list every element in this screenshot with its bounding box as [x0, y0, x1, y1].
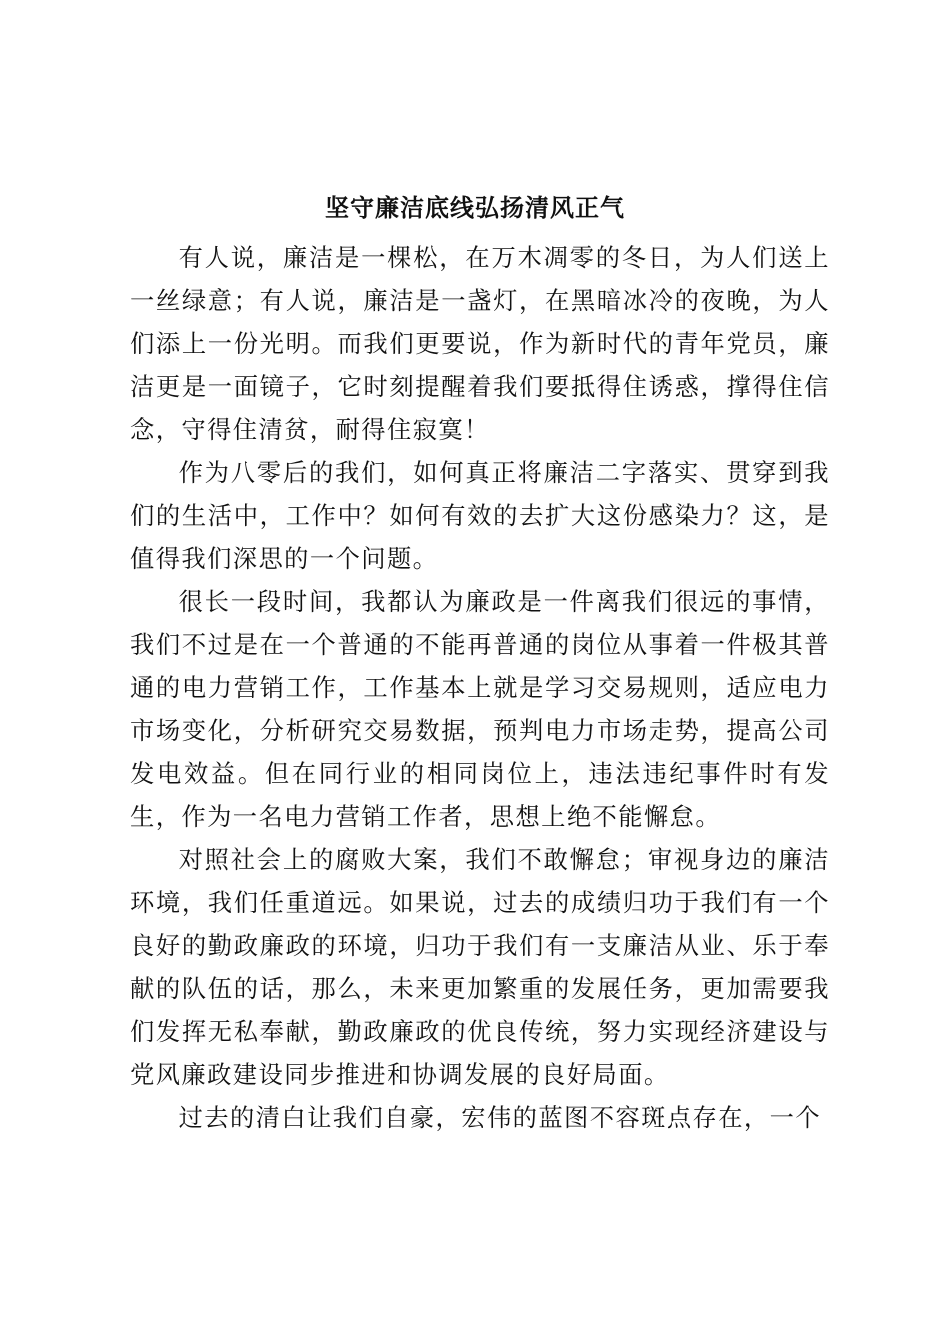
paragraph-1: 有人说，廉洁是一棵松，在万木凋零的冬日，为人们送上一丝绿意；有人说，廉洁是一盏灯，在黑暗冰冷的夜晚，为人们添上一份光明。而我们更要说，作为新时代的青年党员，廉洁更是一面镜子，它时刻提醒着我们要抵得住诱惑，撑得住信念，守得住清贫，耐得住寂寞！ — [130, 243, 830, 444]
document-body — [130, 236, 830, 1139]
paragraph-5: 过去的清白让我们自豪，宏伟的蓝图不容斑点存在，一个 — [178, 1103, 822, 1132]
paragraph-3: 很长一段时间，我都认为廉政是一件离我们很远的事情，我们不过是在一个普通的不能再普通的岗位从事着一件极其普通的电力营销工作，工作基本上就是学习交易规则，适应电力市场变化，分析研究交易数据，预判电力市场走势，提高公司发电效益。但在同行业的相同岗位上，违法违纪事件时有发生，作为一名电力营销工作者，思想上绝不能懈怠。 — [130, 587, 830, 831]
paragraph-2: 作为八零后的我们，如何真正将廉洁二字落实、贯穿到我们的生活中，工作中？如何有效的去扩大这份感染力？这，是值得我们深思的一个问题。 — [130, 458, 830, 573]
document-title: 坚守廉洁底线弘扬清风正气 — [325, 193, 625, 222]
paragraph-4: 对照社会上的腐败大案，我们不敢懈怠；审视身边的廉洁环境，我们任重道远。如果说，过去的成绩归功于我们有一个良好的勤政廉政的环境，归功于我们有一支廉洁从业、乐于奉献的队伍的话，那么，未来更加繁重的发展任务，更加需要我们发挥无私奉献，勤政廉政的优良传统，努力实现经济建设与党风廉政建设同步推进和协调发展的良好局面。 — [130, 845, 830, 1089]
